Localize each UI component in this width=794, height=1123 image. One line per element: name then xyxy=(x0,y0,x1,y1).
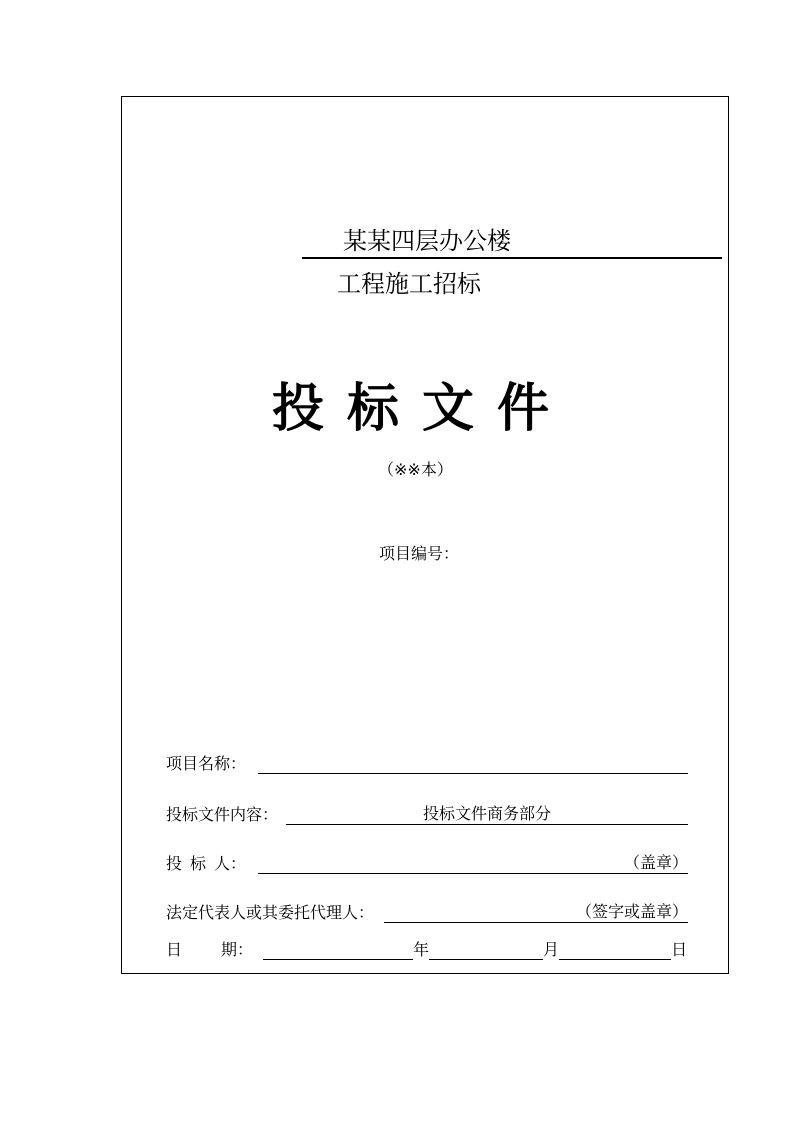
project-name-field[interactable] xyxy=(258,753,688,774)
bidder-label-char-1: 投 xyxy=(166,854,183,873)
project-number-label: 项目编号： xyxy=(379,544,460,563)
representative-field[interactable] xyxy=(384,902,688,923)
bidder-label-char-3: 人： xyxy=(214,854,247,873)
copy-note: （※※本） xyxy=(378,460,453,479)
bidder-label-char-2: 标 xyxy=(190,854,207,873)
document-content-value: 投标文件商务部分 xyxy=(423,804,552,823)
document-content-label: 投标文件内容： xyxy=(166,805,279,824)
bidder-seal-note: （盖章） xyxy=(623,853,688,872)
bidder-field[interactable] xyxy=(258,853,688,874)
date-label-char-1: 日 xyxy=(166,940,183,959)
day-field[interactable] xyxy=(559,939,671,960)
document-title: 投标文件 xyxy=(272,378,573,439)
day-label: 日 xyxy=(671,940,688,959)
year-label: 年 xyxy=(413,940,430,959)
project-subtitle: 工程施工招标 xyxy=(337,270,481,298)
document-content-field[interactable] xyxy=(286,804,688,825)
representative-row xyxy=(166,900,688,924)
date-row xyxy=(166,937,688,961)
representative-label: 法定代表人或其委托代理人： xyxy=(166,903,375,922)
month-field[interactable] xyxy=(429,939,543,960)
bidder-row xyxy=(166,851,688,875)
project-name-row xyxy=(166,751,688,775)
project-name-label: 项目名称： xyxy=(166,754,247,773)
project-name: 某某四层办公楼 xyxy=(343,227,511,255)
representative-sign-note: （签字或盖章） xyxy=(575,902,688,921)
document-content-row xyxy=(166,802,688,826)
year-field[interactable] xyxy=(263,939,413,960)
project-name-underline xyxy=(302,257,722,259)
month-label: 月 xyxy=(543,940,560,959)
date-label-char-2: 期： xyxy=(221,940,254,959)
